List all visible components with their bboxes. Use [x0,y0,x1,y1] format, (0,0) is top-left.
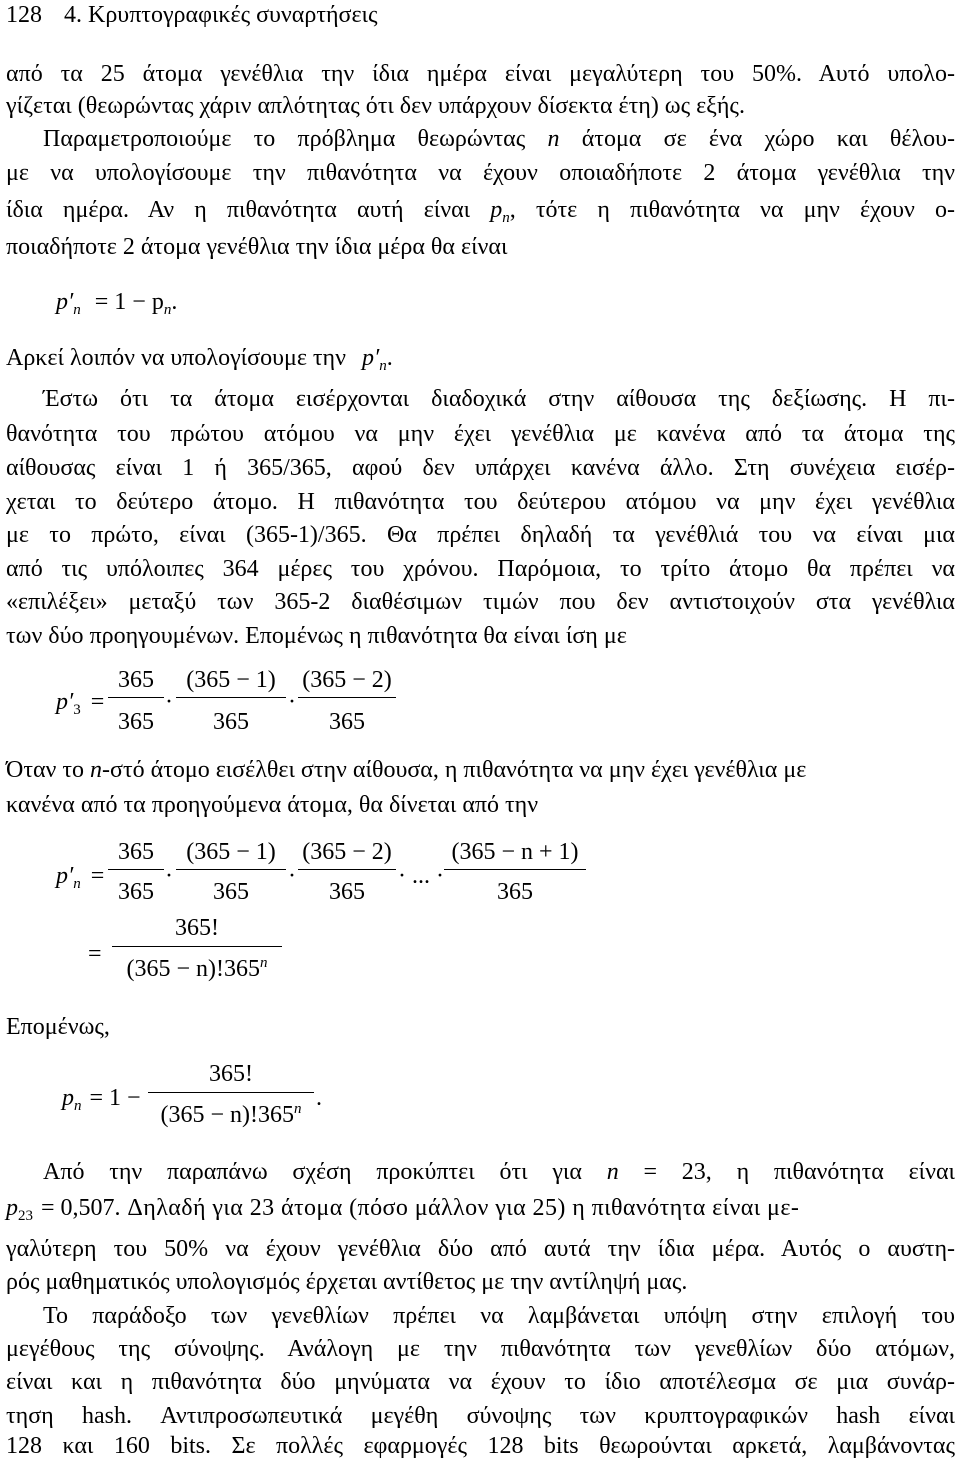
fraction-bar [108,869,164,870]
dot-operator: · [288,689,296,715]
text-line: τηση hash. Αντιπροσωπευτικά μεγέθη σύνοψης των κρυπτογραφικών hash είναι [6,1403,955,1429]
text-span: Όταν το [6,757,91,783]
numerator: 365 [118,667,154,693]
text-span: άτομα σε ένα χώρο και θέλου- [559,126,956,152]
fraction-bar [148,1092,314,1093]
math-symbol: p′ [56,689,74,715]
ellipsis: ... [412,863,430,889]
text-line: από τα 25 άτομα γενέθλια την ίδια ημέρα είναι μεγαλύτερη του 50%. Αυτό υπολο- [6,61,955,87]
subscript: 3 [73,702,81,718]
chapter-title: 4. Κρυπτογραφικές συναρτήσεις [64,2,378,28]
dot-operator: · [398,863,406,889]
denominator: 365 [497,879,533,905]
numerator: 365 [118,839,154,865]
denominator [148,1101,314,1129]
text-line [6,1192,955,1224]
math-expression: = 0,507 [41,1195,115,1221]
denominator-text: (365 − n)!365 [160,1102,294,1128]
text-span: Αρκεί λοιπόν να υπολογίσουμε την [6,345,346,371]
math-punct: . [316,1085,322,1111]
text-line: με να υπολογίσουμε την πιθανότητα να έχουν οποιαδήποτε 2 άτομα γενέθλια την [6,160,955,186]
numerator: (365 − 2) [302,839,392,865]
text-line: Το παράδοξο των γενεθλίων πρέπει να λαμβάνεται υπόψη στην επιλογή του [43,1303,955,1329]
math-punct: . [171,289,178,315]
dot-operator: · [165,689,173,715]
text-line: ποιαδήποτε 2 άτομα γενέθλια την ίδια μέρα θα είναι [6,234,508,260]
text-line: από τις υπόλοιπες 364 μέρες του χρόνου. Παρόμοια, το τρίτο άτομο θα πρέπει να [6,556,955,582]
equals-sign: = [90,689,105,715]
text-span: , τότε η πιθανότητα να μην έχουν ο- [509,197,956,223]
text-line [6,123,955,155]
numerator: (365 − 1) [186,839,276,865]
text-span: -στό άτομο εισέλθει στην αίθουσα, η πιθανότητα να μην έχει γενέθλια με [102,757,807,783]
denominator: 365 [329,879,365,905]
variable-n: n [90,757,103,783]
subscript: n [73,876,81,892]
text-line: με το πρώτο, είναι (365-1)/365. Θα πρέπει δηλαδή τα γενέθλιά του να είναι μια [6,522,955,548]
text-line [6,342,955,374]
fraction-bar [176,697,286,698]
denominator: 365 [329,709,365,735]
text-line: «επιλέξει» μεταξύ των 365-2 διαθέσιμων τιμών που δεν αντιστοιχούν στα γενέθλια [6,589,955,615]
superscript: n [294,1101,302,1117]
denominator: 365 [213,709,249,735]
text-span: Από την παραπάνω σχέση προκύπτει ότι για [43,1159,607,1185]
page-header [6,0,378,30]
numerator: 365! [175,915,219,941]
subscript: n [379,358,387,374]
denominator-text: (365 − n)!365 [126,956,260,982]
fraction-bar [108,697,164,698]
text-span: Παραμετροποιούμε το πρόβλημα θεωρώντας [43,126,548,152]
math-expression: = 1 − p [94,289,164,315]
math-expression: = 1 − [89,1085,141,1111]
subscript: n [502,210,510,226]
dot-operator: · [436,863,444,889]
text-line: μεγέθους της σύνοψης. Ανάλογη με την πιθανότητα των γενεθλίων δύο ατόμων, [6,1336,955,1362]
superscript: n [260,955,268,971]
math-punct: . [386,345,393,371]
dot-operator: · [165,863,173,889]
fraction-bar [298,697,396,698]
equals-sign: = [88,941,102,967]
text-line: 128 και 160 bits. Σε πολλές εφαρμογές 128 bits θεωρούνται αρκετά, λαμβάνοντας [6,1433,955,1459]
text-line: Έστω ότι τα άτομα εισέρχονται διαδοχικά στην αίθουσα της δεξίωσης. Η πι- [43,386,955,412]
denominator: 365 [118,709,154,735]
math-symbol: p [6,1195,18,1221]
numerator: 365! [209,1061,253,1087]
numerator: (365 − n + 1) [451,839,579,865]
equation-lhs [62,1084,141,1112]
subscript: n [73,302,81,318]
text-line: θανότητα του πρώτου ατόμου να μην έχει γενέθλια με κανένα από τα άτομα της [6,421,955,447]
numerator: (365 − 2) [302,667,392,693]
fraction-bar [112,946,282,947]
denominator [112,955,282,983]
math-symbol: p′ [361,345,380,371]
fraction-bar [444,869,586,870]
text-line [6,754,955,786]
denominator: 365 [118,879,154,905]
text-span: ίδια ημέρα. Αν η πιθανότητα αυτή είναι [6,197,491,223]
math-symbol: p [62,1085,74,1111]
text-line: κανένα από τα προηγούμενα άτομα, θα δίνεται από την [6,792,539,818]
dot-operator: · [288,863,296,889]
text-line: αίθουσας είναι 1 ή 365/365, αφού δεν υπάρχει κανένα άλλο. Στη συνέχεια εισέρ- [6,455,955,481]
text-line [6,1156,955,1188]
equation-lhs [56,688,104,716]
math-symbol: p′ [56,289,74,315]
subscript: 23 [18,1208,33,1224]
text-line: ρός μαθηματικός υπολογισμός έρχεται αντίθετος με την αντίληψή μας. [6,1269,688,1295]
text-line: χεται το δεύτερο άτομο. Η πιθανότητα του δεύτερου ατόμου να μην έχει γενέθλια [6,489,955,515]
page-number: 128 [6,2,42,28]
math-symbol: p′ [56,863,74,889]
subscript: n [74,1098,82,1114]
text-line: είναι και η πιθανότητα δύο μηνύματα να έχουν το ίδιο αποτέλεσμα σε μια συνάρ- [6,1369,955,1395]
equation-lhs [56,862,104,890]
text-line: γαλύτερη του 50% να έχουν γενέθλια δύο από αυτά την ίδια μέρα. Αυτός ο αυστη- [6,1236,955,1262]
subscript: n [163,302,172,318]
text-line: Επομένως, [6,1014,110,1040]
text-line: των δύο προηγουμένων. Επομένως η πιθανότητα θα είναι ίση με [6,623,627,649]
numerator: (365 − 1) [186,667,276,693]
fraction-bar [176,869,286,870]
equals-sign: = [90,863,105,889]
variable-n: n [606,1159,619,1185]
denominator: 365 [213,879,249,905]
text-line: γίζεται (θεωρώντας χάριν απλότητας ότι δεν υπάρχουν δίσεκτα έτη) ως εξής. [6,93,745,119]
fraction-bar [298,869,396,870]
text-line [6,194,955,226]
variable-n: n [547,126,560,152]
text-span: = 23, η πιθανότητα είναι [618,1159,955,1185]
text-span: . Δηλαδή για 23 άτομα (πόσο μάλλον για 25) η πιθανότητα είναι με- [114,1195,800,1221]
variable-p: p [490,197,503,223]
equation-complement [56,288,177,316]
